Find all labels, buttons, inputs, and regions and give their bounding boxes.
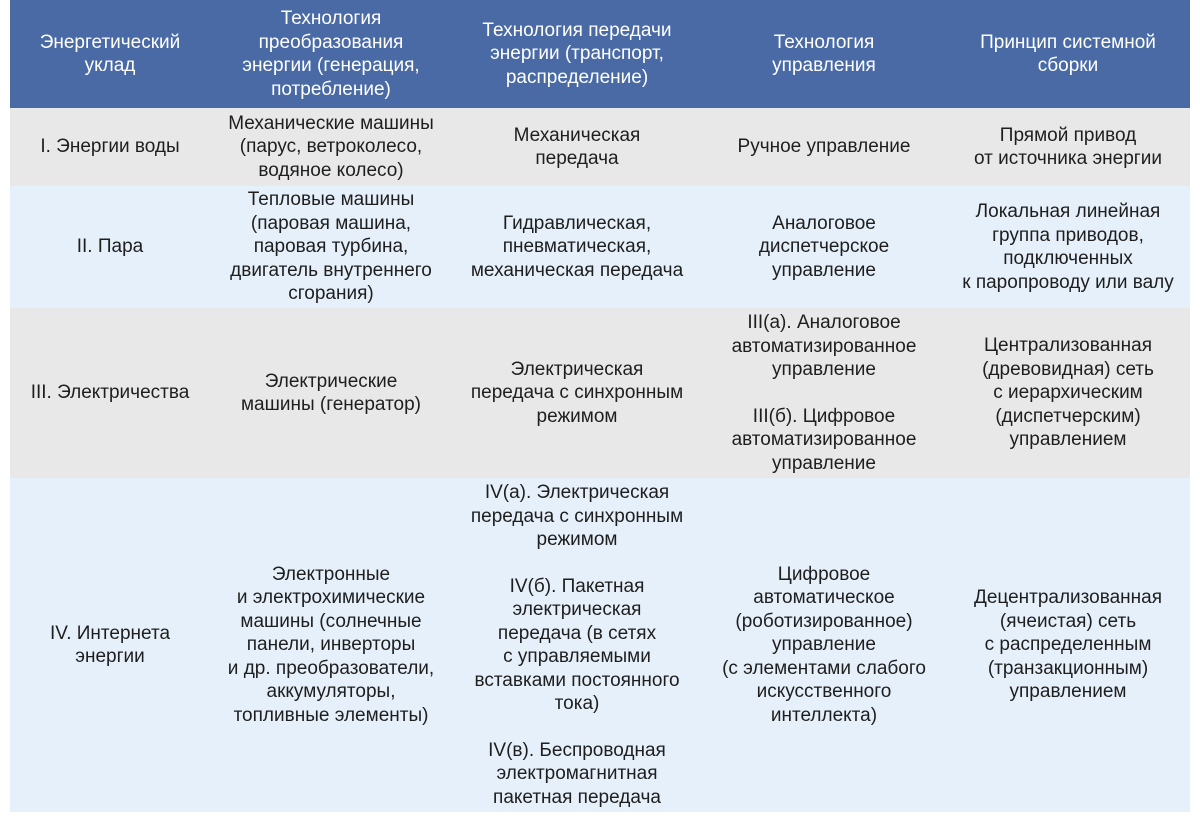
cell-conversion: Тепловые машины (паровая машина, паровая турбина, двигатель внутреннего сгорания): [230, 189, 432, 305]
transmission-paragraph: IV(б). Пакетная электрическая передача (в сетях с управляемыми вставками постоянного тока): [474, 575, 680, 714]
energy-table: [10, 0, 1190, 812]
transmission-paragraph: IV(а). Электрическая передача с синхронным режимом: [470, 482, 684, 550]
cell-transmission: [452, 186, 702, 308]
control-paragraph: Аналоговое диспетчерское управление: [758, 212, 890, 281]
cell-control: [702, 478, 946, 812]
transmission-paragraph: IV(в). Беспроводная электромагнитная пакетная передача: [488, 739, 666, 808]
control-paragraph: Цифровое автоматическое (роботизированное) управление (с элементами слабого искусственного интеллекта): [722, 563, 926, 726]
header-cell-control: Технология управления: [772, 31, 876, 76]
transmission-paragraph: Механическая передача: [513, 124, 641, 169]
table-row: [10, 108, 1190, 186]
table-header-row: [10, 0, 1190, 108]
cell-conversion: Механические машины (парус, ветроколесо, водяное колесо): [228, 112, 434, 181]
transmission-paragraph: Гидравлическая, пневматическая, механическая передача: [470, 212, 684, 281]
cell-uklad: IV. Интернета энергии: [49, 622, 171, 667]
cell-transmission: [452, 308, 702, 478]
control-paragraph: Ручное управление: [737, 136, 911, 158]
table-row: [10, 186, 1190, 308]
control-paragraph: III(б). Цифровое автоматизированное управление: [731, 405, 917, 474]
header-cell-uklad: Энергетический уклад: [39, 31, 181, 76]
table-row: [10, 478, 1190, 812]
cell-conversion: Электронные и электрохимические машины (солнечные панели, инверторы и др. преобразователи, аккумуляторы, топливные элементы): [227, 563, 435, 726]
cell-transmission: [452, 108, 702, 186]
header-cell-assembly: Принцип системной сборки: [980, 31, 1156, 76]
header-cell-transmission: Технология передачи энергии (транспорт, распределение): [482, 19, 672, 88]
cell-conversion: Электрические машины (генератор): [240, 370, 422, 415]
cell-assembly: Децентрализованная (ячеистая) сеть с распределенным (транзакционным) управлением: [973, 587, 1163, 703]
cell-assembly: Локальная линейная группа приводов, подключенных к паропроводу или валу: [962, 201, 1174, 293]
cell-uklad: III. Электричества: [30, 382, 190, 404]
cell-control: [702, 186, 946, 308]
cell-uklad: II. Пара: [76, 236, 144, 258]
cell-uklad: I. Энергии воды: [40, 136, 180, 158]
header-cell-conversion: Технология преобразования энергии (генерация, потребление): [242, 8, 420, 100]
control-paragraph: III(а). Аналоговое автоматизированное управление: [731, 312, 917, 380]
cell-control: [702, 308, 946, 478]
cell-transmission: [452, 478, 702, 812]
table-row: [10, 308, 1190, 478]
transmission-paragraph: Электрическая передача с синхронным режимом: [470, 358, 684, 427]
cell-assembly: Прямой привод от источника энергии: [974, 124, 1162, 169]
cell-control: [702, 108, 946, 186]
cell-assembly: Централизованная (древовидная) сеть с иерархическим (диспетчерским) управлением: [982, 335, 1154, 451]
